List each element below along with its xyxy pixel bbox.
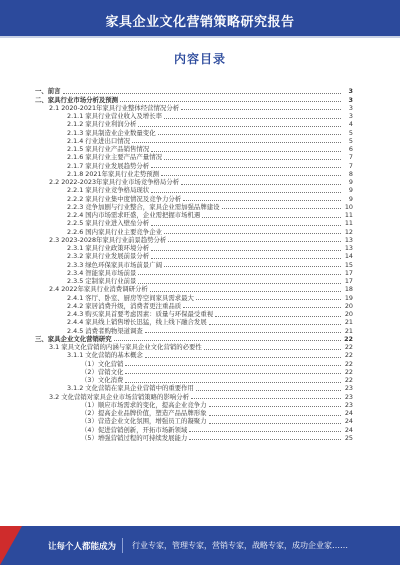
toc-leader-dots: [196, 299, 341, 300]
toc-entry-label: 2.3.2 家具行业发展前景分析: [67, 252, 150, 261]
toc-entry-label: （3）营造企业文化氛围，增强员工的凝聚力: [81, 417, 207, 426]
toc-entry-page: 5: [348, 136, 353, 145]
footer-divider: [122, 538, 123, 553]
toc-entry-label: 2.1.4 行业进出口情况: [67, 136, 131, 145]
toc-entry[interactable]: [35, 211, 353, 219]
toc-entry-page: 7: [348, 153, 353, 162]
toc-entry-page: 15: [344, 260, 353, 269]
toc-entry-page: 23: [344, 400, 353, 409]
toc-leader-dots: [138, 274, 341, 275]
toc-entry-page: 24: [344, 425, 353, 434]
toc-heading: 内容目录: [173, 52, 226, 66]
toc-entry[interactable]: [35, 104, 353, 112]
toc-entry-label: 2.1.6 家具行业主要产品产量情况: [67, 153, 162, 162]
toc-entry-page: 21: [344, 318, 353, 327]
toc-leader-dots: [191, 398, 341, 399]
toc-entry-page: 17: [344, 268, 353, 277]
toc-entry[interactable]: [35, 351, 353, 359]
toc-entry-label: （1）文化营销: [81, 359, 124, 368]
header-bar: [0, 0, 400, 36]
toc-entry-page: 18: [344, 285, 353, 294]
toc-entry-page: 3: [348, 112, 353, 120]
toc-entry-page: 14: [344, 252, 353, 261]
toc-leader-dots: [138, 283, 341, 284]
toc-entry-page: 3: [348, 95, 353, 104]
toc-entry-page: 6: [348, 145, 353, 153]
toc-entry-label: 2.2.6 国内家具行业主要竞争企业: [67, 227, 162, 236]
toc-leader-dots: [181, 109, 341, 110]
toc-entry-page: 22: [344, 334, 353, 343]
toc-entry[interactable]: [35, 178, 353, 186]
toc-entry[interactable]: [35, 302, 353, 310]
toc-entry-page: 25: [344, 433, 353, 442]
toc-entry-label: 2.4.2 家居消费升级，消费者更注重品质: [67, 301, 182, 310]
toc-entry[interactable]: [35, 186, 353, 194]
toc-entry-page: 7: [348, 161, 353, 170]
toc-entry-label: 2.2 2022-2023年家具行业市场竞争格局分析: [49, 178, 180, 186]
toc-leader-dots: [120, 101, 341, 102]
toc-entry[interactable]: [35, 417, 353, 425]
toc-entry[interactable]: [35, 368, 353, 376]
toc-entry[interactable]: [35, 252, 353, 260]
footer-bar: [0, 526, 400, 565]
toc-entry[interactable]: [35, 227, 353, 235]
toc-entry-label: 2.2.3 竞争加剧与行业整合，家具企业需加强品牌建设: [67, 202, 220, 211]
toc-leader-dots: [209, 415, 342, 416]
toc-entry-label: 2.1.3 家具制造业企业数量变化: [67, 128, 156, 137]
toc-entry-page: 4: [348, 120, 353, 129]
toc-entry-label: （4）促进营销创新，开拓市场新领域: [81, 425, 188, 434]
toc-leader-dots: [202, 217, 341, 218]
toc-entry-page: 12: [344, 227, 353, 236]
toc-entry-page: 17: [344, 277, 353, 285]
toc-leader-dots: [145, 357, 341, 358]
toc-entry[interactable]: [35, 401, 353, 409]
toc-entry[interactable]: [35, 409, 353, 417]
toc-entry-label: 2.1.8 2021年家具行业走势预测: [67, 169, 160, 178]
toc-entry-page: 24: [344, 409, 353, 417]
toc-leader-dots: [151, 151, 341, 152]
toc-entry[interactable]: [35, 434, 353, 442]
toc-leader-dots: [125, 373, 341, 374]
toc-entry[interactable]: [35, 310, 353, 318]
toc-entry-page: 5: [348, 128, 353, 137]
toc-entry-page: 9: [348, 178, 353, 186]
toc-entry-label: 2.3.4 智能家具市场前景: [67, 268, 137, 277]
document-title: 家具企业文化营销策略研究报告: [105, 15, 295, 30]
toc-entry[interactable]: [35, 128, 353, 136]
toc-entry[interactable]: [35, 120, 353, 128]
toc-entry-page: 11: [344, 211, 353, 219]
toc-leader-dots: [161, 175, 341, 176]
toc-entry-page: 13: [344, 235, 353, 244]
toc-entry[interactable]: [35, 359, 353, 367]
toc-entry[interactable]: [35, 425, 353, 433]
toc-entry[interactable]: [35, 161, 353, 169]
toc-leader-dots: [164, 233, 341, 234]
toc-entry[interactable]: [35, 194, 353, 202]
toc-entry-page: 22: [344, 359, 353, 368]
header-divider: [0, 36, 400, 38]
toc-entry-page: 20: [344, 310, 353, 318]
toc-entry[interactable]: [35, 95, 353, 103]
footer-slogan-left: 让每个人都能成为: [48, 542, 117, 552]
toc-leader-dots: [204, 349, 341, 350]
toc-entry-label: 2.4.5 消费者购物渠道调查: [67, 326, 143, 335]
toc-entry-label: （3）文化消费: [81, 376, 124, 384]
toc-leader-dots: [164, 266, 341, 267]
toc-leader-dots: [183, 307, 341, 308]
toc-leader-dots: [189, 439, 341, 440]
footer-slogan-right: 行业专家，管理专家，营销专家，战略专家，成功企业家……: [132, 541, 348, 550]
toc-entry-label: 2.1 2020-2021年家具行业整体经营情况分析: [49, 103, 180, 112]
toc-leader-dots: [125, 365, 341, 366]
toc-entry-page: 13: [344, 244, 353, 252]
toc-entry-page: 19: [344, 293, 353, 302]
toc-entry-page: 9: [348, 194, 353, 203]
toc-entry[interactable]: [35, 392, 353, 400]
toc-leader-dots: [151, 225, 341, 226]
toc-entry[interactable]: [35, 277, 353, 285]
toc-entry-label: 2.3.5 定制家具行业前景: [67, 277, 137, 285]
toc-leader-dots: [164, 159, 341, 160]
toc-entry-label: 3.2 文化营销对家具企业市场营销策略的影响分析: [49, 392, 190, 401]
toc-entry[interactable]: [35, 318, 353, 326]
toc-leader-dots: [125, 382, 341, 383]
toc-entry-page: 22: [344, 351, 353, 360]
toc-leader-dots: [215, 316, 341, 317]
toc-entry-label: 2.1.2 家具行业利润分析: [67, 120, 137, 129]
toc-entry-label: （2）提高企业品牌价值，塑造产品品牌形象: [81, 409, 207, 417]
toc-entry[interactable]: [35, 137, 353, 145]
toc-entry-label: （1）顺应市场需求的变化，提高企业竞争力: [81, 400, 207, 409]
toc-entry[interactable]: [35, 145, 353, 153]
toc-entry-label: 2.2.5 家具行业进入壁垒分析: [67, 219, 150, 228]
toc-entry[interactable]: [35, 269, 353, 277]
toc-leader-dots: [63, 93, 341, 94]
table-of-contents: [35, 87, 353, 521]
toc-entry-label: 二、家具行业市场分析及预测: [35, 95, 119, 104]
toc-entry[interactable]: [35, 170, 353, 178]
toc-leader-dots: [189, 431, 341, 432]
toc-entry-page: 20: [344, 301, 353, 310]
toc-entry-label: 2.2.2 家具行业集中度情况及竞争力分析: [67, 194, 182, 203]
toc-entry-label: （5）增强营销过程的可持续发展能力: [81, 433, 188, 442]
toc-leader-dots: [164, 118, 341, 119]
toc-entry-page: 8: [348, 169, 353, 178]
toc-entry-label: 2.4 2022年家具行业消费调研分析: [49, 285, 148, 294]
toc-leader-dots: [222, 208, 342, 209]
toc-entry-page: 3: [348, 87, 353, 96]
toc-entry-label: 2.4.1 客厅、卧室、厨房等空间家具需求最大: [67, 293, 194, 302]
toc-leader-dots: [209, 406, 342, 407]
toc-entry-label: 一、前言: [35, 87, 61, 96]
toc-entry-label: 2.3 2023-2028年家具行业前景趋势分析: [49, 235, 167, 244]
toc-entry[interactable]: [35, 376, 353, 384]
toc-leader-dots: [138, 126, 341, 127]
toc-entry[interactable]: [35, 326, 353, 334]
toc-leader-dots: [150, 291, 341, 292]
toc-entry[interactable]: [35, 260, 353, 268]
toc-entry-label: 2.1.1 家具行业营业收入及增长率: [67, 112, 162, 120]
toc-leader-dots: [151, 250, 341, 251]
toc-entry[interactable]: [35, 244, 353, 252]
toc-entry[interactable]: [35, 293, 353, 301]
toc-leader-dots: [183, 200, 341, 201]
toc-leader-dots: [151, 167, 341, 168]
toc-entry[interactable]: [35, 285, 353, 293]
footer-accent-shape: [0, 526, 22, 565]
toc-entry-label: 2.2.4 国内市场需求旺盛，企业需把握市场机遇: [67, 211, 201, 219]
toc-entry-label: 三、家具企业文化营销研究: [35, 334, 112, 343]
toc-entry-label: 3.1 家具文化营销的内涵与家具企业文化营销的必要性: [49, 343, 202, 351]
toc-entry[interactable]: [35, 87, 353, 95]
toc-entry-label: 2.2.1 家具行业竞争格局现状: [67, 186, 150, 195]
toc-entry[interactable]: [35, 335, 353, 343]
toc-entry-page: 11: [344, 219, 353, 228]
toc-leader-dots: [114, 340, 341, 341]
toc-entry[interactable]: [35, 384, 353, 392]
toc-leader-dots: [132, 142, 341, 143]
toc-entry-page: 9: [348, 186, 353, 195]
toc-leader-dots: [168, 241, 341, 242]
toc-entry-label: （2）营销文化: [81, 367, 124, 376]
toc-leader-dots: [158, 134, 341, 135]
toc-leader-dots: [151, 192, 341, 193]
toc-entry[interactable]: [35, 153, 353, 161]
toc-entry-label: 2.3.1 家具行业政策环境分析: [67, 244, 150, 252]
toc-entry-page: 22: [344, 343, 353, 351]
toc-entry[interactable]: [35, 236, 353, 244]
toc-entry-label: 2.1.7 家具行业发展趋势分析: [67, 161, 150, 170]
toc-entry-label: 2.3.3 绿色环保家具市场前景广阔: [67, 260, 162, 269]
toc-leader-dots: [181, 184, 341, 185]
toc-entry-page: 23: [344, 384, 353, 393]
toc-entry[interactable]: [35, 219, 353, 227]
toc-entry[interactable]: [35, 203, 353, 211]
toc-entry-label: 2.4.3 购买家具首要考虑因素：质量与环保最受重视: [67, 310, 214, 318]
toc-leader-dots: [209, 324, 341, 325]
toc-entry-page: 3: [348, 103, 353, 112]
toc-leader-dots: [151, 258, 341, 259]
toc-entry-page: 22: [344, 367, 353, 376]
toc-entry[interactable]: [35, 112, 353, 120]
toc-entry-label: 3.1.2 文化营销在家具企业营销中的重要作用: [67, 384, 194, 393]
toc-entry-page: 24: [344, 417, 353, 426]
toc-leader-dots: [145, 332, 341, 333]
toc-entry-label: 2.1.5 家具行业产品销售情况: [67, 145, 150, 153]
toc-entry-page: 21: [344, 326, 353, 335]
toc-entry[interactable]: [35, 343, 353, 351]
toc-entry-page: 22: [344, 376, 353, 384]
toc-leader-dots: [209, 423, 342, 424]
toc-entry-page: 10: [344, 202, 353, 211]
toc-leader-dots: [196, 390, 341, 391]
toc-entry-label: 2.4.4 家具线上销售增长迅猛，线上线下融合发展: [67, 318, 207, 327]
toc-entry-label: 3.1.1 文化营销的基本概念: [67, 351, 143, 360]
toc-entry-page: 23: [344, 392, 353, 401]
